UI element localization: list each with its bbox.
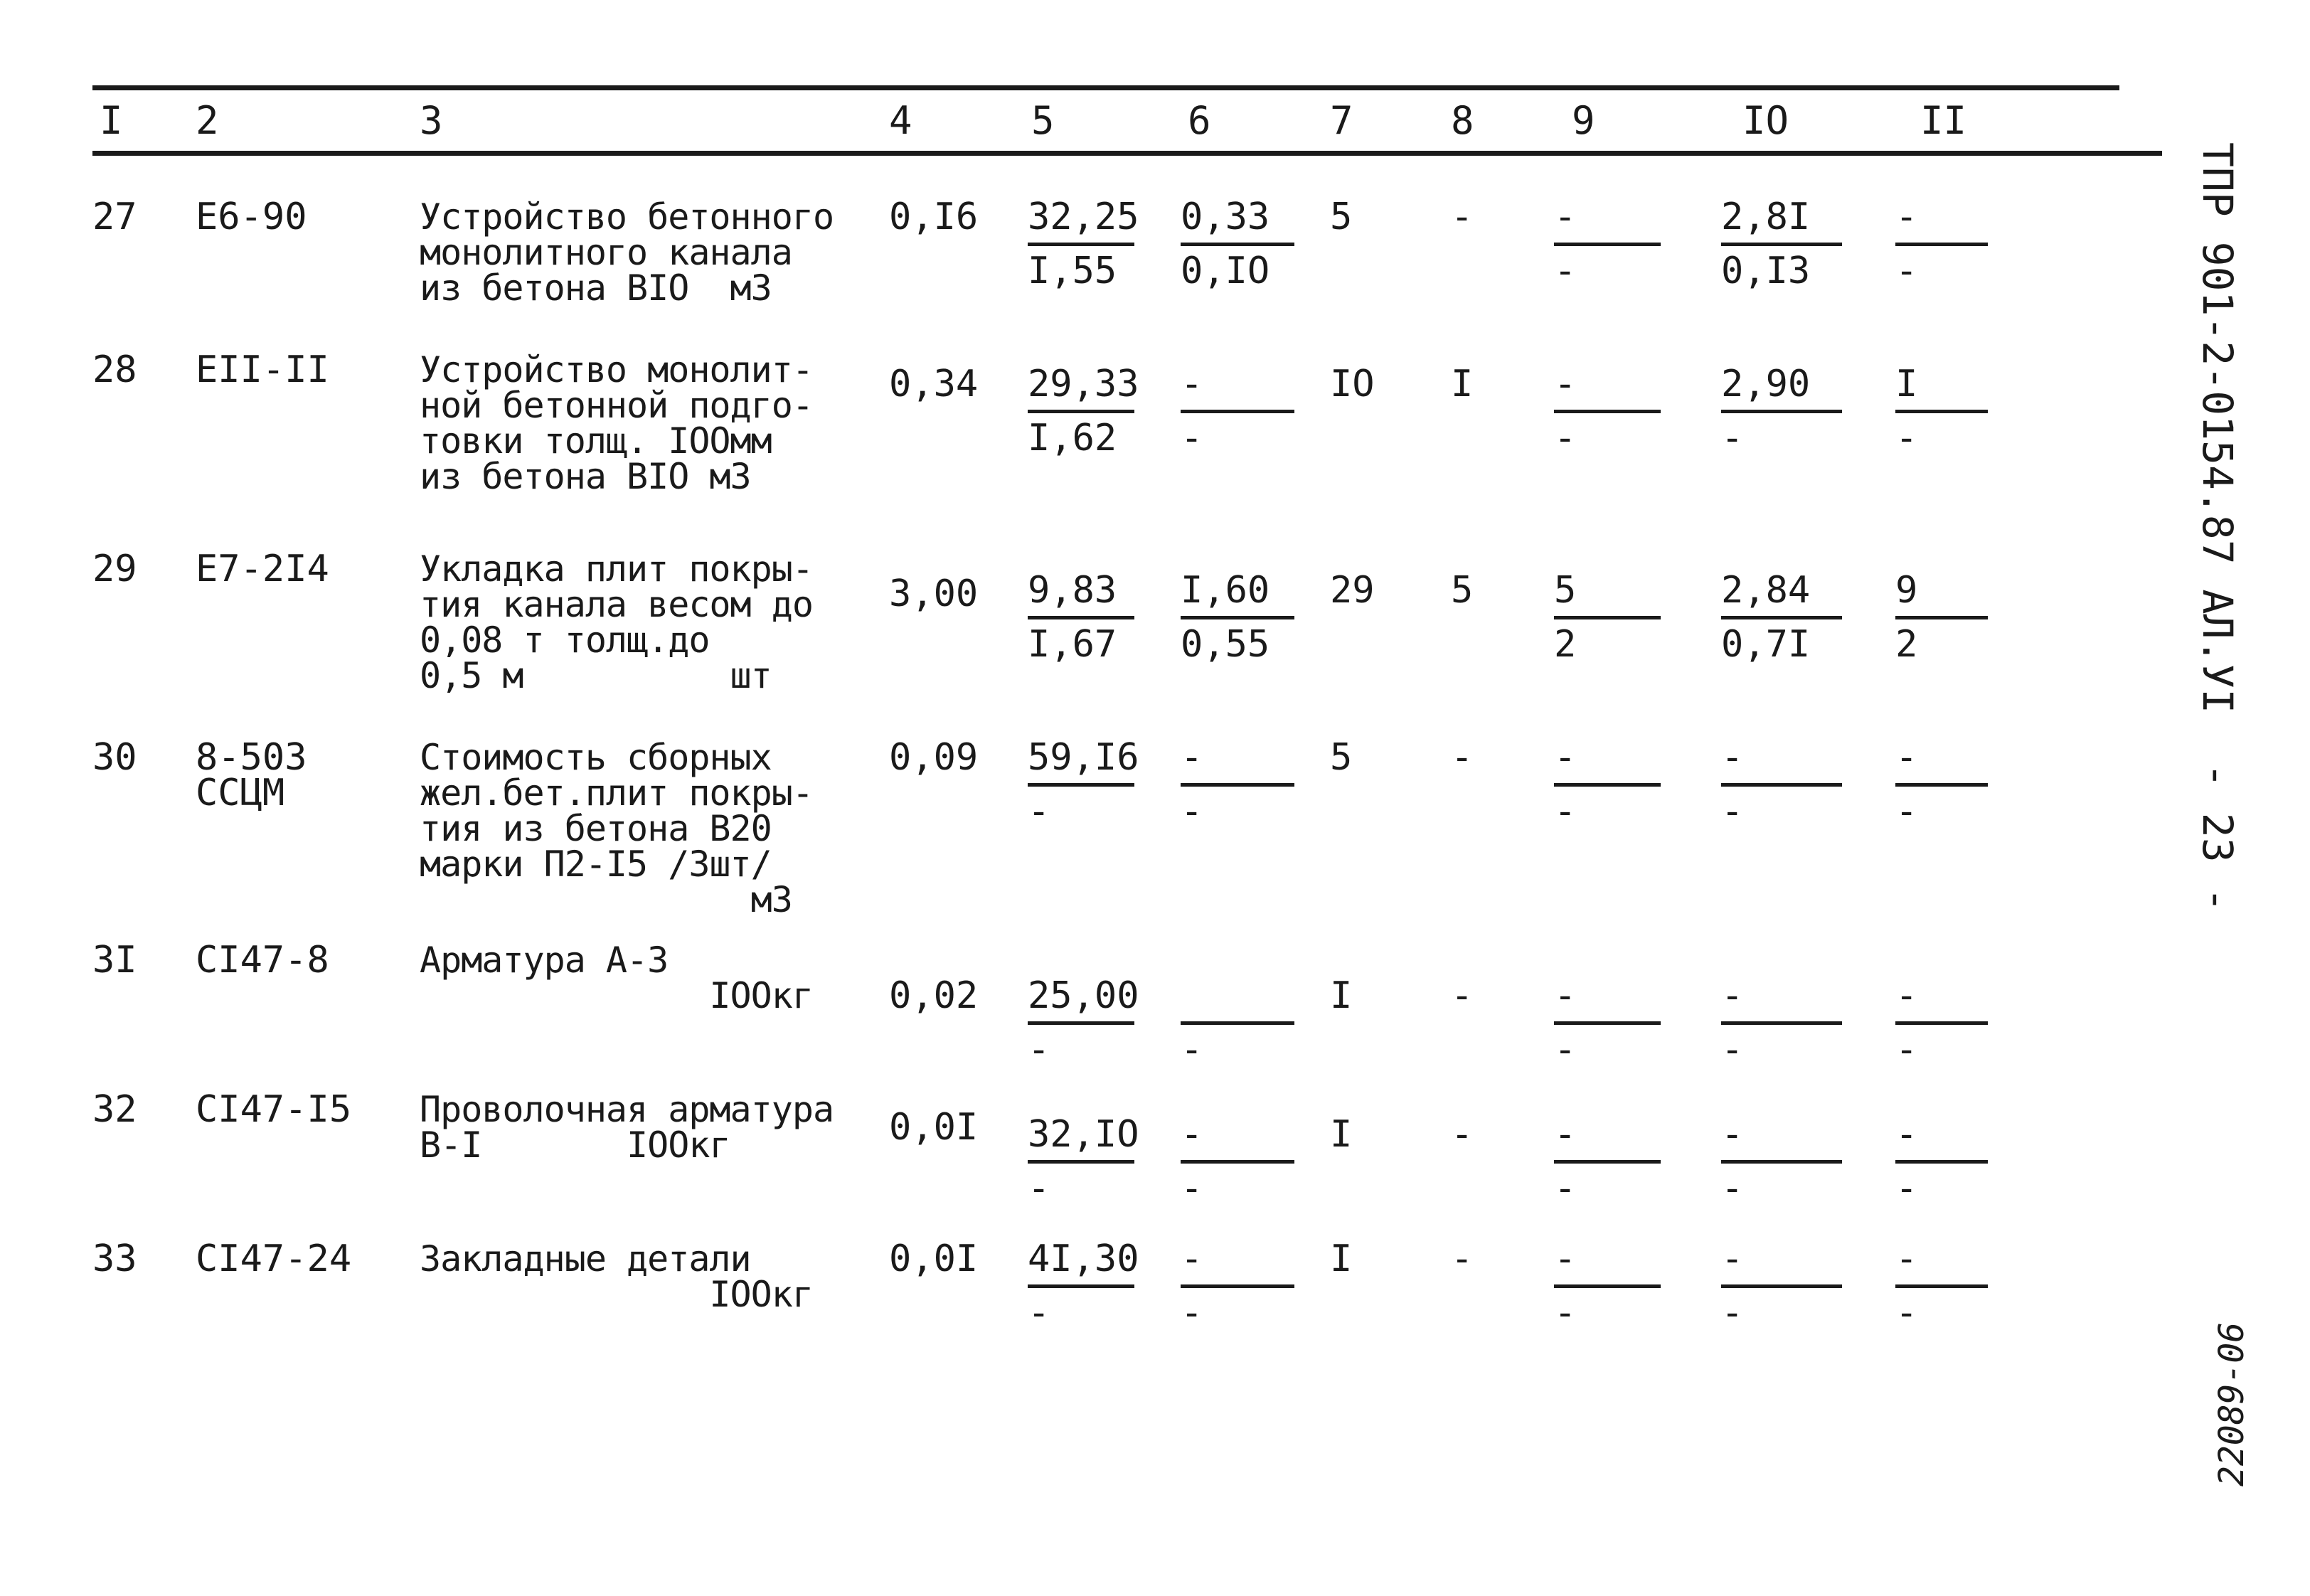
fraction-c11 (1895, 569, 2045, 669)
header-col-10: IO (1742, 98, 1789, 143)
fraction-bar (1895, 1284, 1988, 1288)
work-description: Закладные детали IOOкг (420, 1238, 813, 1315)
archive-stamp: 22089-06 (2212, 1321, 2252, 1486)
fraction-bar (1721, 1160, 1842, 1164)
fraction-numerator: - (1181, 736, 1203, 779)
fraction-bar (1895, 410, 1988, 413)
work-description: Укладка плит покры- тия канала весом до 0,08 т толщ.до 0,5 м шт (420, 548, 813, 696)
header-col-7: 7 (1330, 98, 1353, 143)
fraction-c5 (1028, 1238, 1177, 1337)
column-7-value: IO (1330, 363, 1375, 405)
fraction-denominator: - (1028, 1292, 1050, 1334)
fraction-c10 (1721, 974, 1870, 1074)
fraction-denominator: I,55 (1028, 250, 1117, 292)
fraction-bar (1028, 616, 1134, 619)
fraction-c9 (1554, 196, 1703, 295)
fraction-denominator: 2 (1554, 623, 1577, 666)
column-7-value: I (1330, 974, 1353, 1017)
row-number: 32 (92, 1088, 137, 1131)
fraction-denominator: - (1028, 790, 1050, 833)
fraction-c11 (1895, 1238, 2045, 1337)
fraction-bar (1554, 243, 1661, 246)
fraction-numerator: 9 (1895, 569, 1918, 612)
fraction-numerator: 32,25 (1028, 196, 1139, 238)
fraction-denominator: - (1721, 790, 1744, 833)
column-7-value: 29 (1330, 569, 1375, 612)
fraction-bar (1554, 1021, 1661, 1025)
fraction-c10 (1721, 736, 1870, 836)
row-number: 33 (92, 1238, 137, 1280)
fraction-denominator: - (1895, 1292, 1918, 1334)
fraction-numerator: 5 (1554, 569, 1577, 612)
table-row (0, 1238, 2310, 1334)
fraction-c6 (1181, 363, 1330, 462)
fraction-numerator: - (1721, 736, 1744, 779)
column-7-value: 5 (1330, 196, 1353, 238)
work-description: Устройство монолит- ной бетонной подго- товки толщ. IOOмм из бетона ВIО м3 (420, 349, 813, 497)
fraction-bar (1721, 1021, 1842, 1025)
fraction-bar (1721, 783, 1842, 787)
fraction-numerator: 0,33 (1181, 196, 1270, 238)
fraction-numerator: 29,33 (1028, 363, 1139, 405)
fraction-c11 (1895, 1113, 2045, 1213)
fraction-numerator: 4I,30 (1028, 1238, 1139, 1280)
fraction-bar (1721, 410, 1842, 413)
fraction-numerator: 9,83 (1028, 569, 1117, 612)
fraction-denominator: - (1895, 1167, 1918, 1210)
fraction-numerator: - (1721, 974, 1744, 1017)
column-8-value: - (1451, 974, 1474, 1017)
header-col-5: 5 (1031, 98, 1055, 143)
fraction-numerator: 25,00 (1028, 974, 1139, 1017)
fraction-numerator: - (1554, 1238, 1577, 1280)
fraction-c5 (1028, 1113, 1177, 1213)
fraction-denominator: - (1181, 1292, 1203, 1334)
fraction-denominator: - (1554, 1167, 1577, 1210)
norm-code: ЕII-II (196, 349, 329, 391)
quantity: 0,0I (889, 1238, 979, 1280)
norm-code: СI47-8 (196, 939, 329, 981)
fraction-c9 (1554, 363, 1703, 462)
fraction-numerator: - (1895, 736, 1918, 779)
table-row (0, 548, 2310, 696)
work-description: Стоимость сборных жел.бет.плит покры- тия из бетона В20 марки П2-I5 /3шт/ м3 (420, 737, 813, 920)
fraction-c5 (1028, 736, 1177, 836)
fraction-bar (1895, 1160, 1988, 1164)
column-7-value: 5 (1330, 736, 1353, 779)
fraction-c6 (1181, 1113, 1330, 1213)
fraction-bar (1895, 1021, 1988, 1025)
fraction-denominator: - (1721, 1292, 1744, 1334)
fraction-denominator: - (1895, 1028, 1918, 1071)
fraction-bar (1721, 1284, 1842, 1288)
fraction-bar (1554, 410, 1661, 413)
fraction-numerator: - (1895, 1238, 1918, 1280)
fraction-c11 (1895, 196, 2045, 295)
fraction-bar (1028, 1284, 1134, 1288)
header-col-1: I (100, 98, 123, 143)
fraction-numerator: - (1554, 1113, 1577, 1156)
fraction-denominator: 2 (1895, 623, 1918, 666)
fraction-bar (1028, 783, 1134, 787)
column-8-value: I (1451, 363, 1474, 405)
fraction-c10 (1721, 1113, 1870, 1213)
fraction-numerator: - (1721, 1238, 1744, 1280)
fraction-c9 (1554, 1113, 1703, 1213)
fraction-numerator: - (1181, 363, 1203, 405)
row-number: 28 (92, 349, 137, 391)
fraction-denominator: - (1181, 790, 1203, 833)
header-col-6: 6 (1188, 98, 1211, 143)
table-row (0, 349, 2310, 497)
table-row (0, 939, 2310, 1071)
fraction-numerator: - (1895, 196, 1918, 238)
fraction-c6 (1181, 1238, 1330, 1337)
fraction-bar (1554, 616, 1661, 619)
quantity: 0,02 (889, 974, 979, 1017)
fraction-bar (1028, 243, 1134, 246)
fraction-denominator: - (1181, 1028, 1203, 1071)
row-number: 3I (92, 939, 137, 981)
fraction-denominator: - (1895, 250, 1918, 292)
column-8-value: 5 (1451, 569, 1474, 612)
fraction-numerator: I,60 (1181, 569, 1270, 612)
quantity: 0,0I (889, 1106, 979, 1149)
fraction-numerator: - (1554, 196, 1577, 238)
fraction-numerator: - (1721, 1113, 1744, 1156)
fraction-bar (1181, 410, 1294, 413)
fraction-bar (1181, 616, 1294, 619)
header-col-3: 3 (420, 98, 443, 143)
column-8-value: - (1451, 1113, 1474, 1156)
work-description: Устройство бетонного монолитного канала из бетона ВIО м3 (420, 196, 834, 309)
fraction-numerator: - (1181, 1113, 1203, 1156)
fraction-denominator: 0,I3 (1721, 250, 1811, 292)
fraction-c10 (1721, 1238, 1870, 1337)
row-number: 29 (92, 548, 137, 590)
column-8-value: - (1451, 1238, 1474, 1280)
column-7-value: I (1330, 1238, 1353, 1280)
fraction-numerator: - (1895, 974, 1918, 1017)
column-8-value: - (1451, 736, 1474, 779)
header-col-4: 4 (889, 98, 912, 143)
top-rule (92, 85, 2119, 90)
fraction-bar (1554, 1284, 1661, 1288)
norm-code: СI47-I5 (196, 1088, 352, 1131)
fraction-numerator: - (1554, 736, 1577, 779)
fraction-bar (1181, 1160, 1294, 1164)
fraction-denominator: I,67 (1028, 623, 1117, 666)
fraction-c5 (1028, 569, 1177, 669)
fraction-bar (1181, 243, 1294, 246)
fraction-numerator: 2,8I (1721, 196, 1811, 238)
fraction-bar (1895, 616, 1988, 619)
fraction-c9 (1554, 569, 1703, 669)
fraction-bar (1028, 1160, 1134, 1164)
fraction-numerator: 2,84 (1721, 569, 1811, 612)
fraction-denominator: - (1721, 417, 1744, 459)
fraction-denominator: I,62 (1028, 417, 1117, 459)
fraction-denominator: - (1895, 790, 1918, 833)
header-col-11: II (1920, 98, 1967, 143)
fraction-c11 (1895, 363, 2045, 462)
fraction-numerator: 2,90 (1721, 363, 1811, 405)
fraction-c5 (1028, 974, 1177, 1074)
fraction-c10 (1721, 363, 1870, 462)
fraction-denominator: 0,IO (1181, 250, 1270, 292)
norm-code: 8-503 ССЦМ (196, 736, 307, 814)
fraction-bar (1181, 1284, 1294, 1288)
header-col-8: 8 (1451, 98, 1474, 143)
fraction-c6 (1181, 196, 1330, 295)
norm-code: Е6-90 (196, 196, 307, 238)
column-7-value: I (1330, 1113, 1353, 1156)
fraction-denominator: - (1028, 1028, 1050, 1071)
fraction-denominator: - (1554, 417, 1577, 459)
header-col-9: 9 (1572, 98, 1595, 143)
fraction-bar (1721, 616, 1842, 619)
work-description: Арматура А-3 IOOкг (420, 940, 813, 1016)
fraction-c5 (1028, 196, 1177, 295)
row-number: 30 (92, 736, 137, 779)
fraction-bar (1554, 783, 1661, 787)
fraction-c6 (1181, 569, 1330, 669)
fraction-bar (1895, 243, 1988, 246)
header-rule (92, 151, 2162, 156)
side-document-code: ТПР 901-2-0154.87 АЛ.УI - 23 - (2193, 142, 2242, 913)
fraction-denominator: - (1181, 417, 1203, 459)
norm-code: СI47-24 (196, 1238, 352, 1280)
fraction-bar (1721, 243, 1842, 246)
fraction-denominator: - (1554, 1292, 1577, 1334)
fraction-denominator: - (1554, 1028, 1577, 1071)
fraction-c6 (1181, 974, 1330, 1074)
norm-code: Е7-2I4 (196, 548, 329, 590)
fraction-c10 (1721, 196, 1870, 295)
column-8-value: - (1451, 196, 1474, 238)
fraction-c9 (1554, 736, 1703, 836)
fraction-denominator: - (1554, 790, 1577, 833)
work-description: Проволочная арматура В-I IOOкг (420, 1089, 834, 1166)
fraction-denominator: 0,55 (1181, 623, 1270, 666)
fraction-numerator: - (1181, 1238, 1203, 1280)
fraction-c5 (1028, 363, 1177, 462)
fraction-c11 (1895, 736, 2045, 836)
fraction-denominator: - (1554, 250, 1577, 292)
fraction-c9 (1554, 1238, 1703, 1337)
fraction-numerator: 32,IO (1028, 1113, 1139, 1156)
table-row (0, 196, 2310, 309)
quantity: 0,I6 (889, 196, 979, 238)
fraction-numerator: - (1554, 363, 1577, 405)
fraction-bar (1028, 410, 1134, 413)
fraction-denominator: - (1721, 1028, 1744, 1071)
fraction-denominator: - (1028, 1167, 1050, 1210)
fraction-bar (1554, 1160, 1661, 1164)
fraction-denominator: - (1181, 1167, 1203, 1210)
fraction-bar (1028, 1021, 1134, 1025)
fraction-numerator: I (1895, 363, 1918, 405)
row-number: 27 (92, 196, 137, 238)
fraction-c6 (1181, 736, 1330, 836)
fraction-numerator: 59,I6 (1028, 736, 1139, 779)
fraction-bar (1181, 783, 1294, 787)
fraction-denominator: 0,7I (1721, 623, 1811, 666)
fraction-denominator: - (1895, 417, 1918, 459)
quantity: 0,09 (889, 736, 979, 779)
fraction-c11 (1895, 974, 2045, 1074)
fraction-denominator: - (1721, 1167, 1744, 1210)
quantity: 3,00 (889, 573, 979, 615)
header-col-2: 2 (196, 98, 219, 143)
fraction-c10 (1721, 569, 1870, 669)
quantity: 0,34 (889, 363, 979, 405)
fraction-numerator: - (1554, 974, 1577, 1017)
fraction-bar (1181, 1021, 1294, 1025)
fraction-numerator: - (1895, 1113, 1918, 1156)
fraction-c9 (1554, 974, 1703, 1074)
fraction-bar (1895, 783, 1988, 787)
